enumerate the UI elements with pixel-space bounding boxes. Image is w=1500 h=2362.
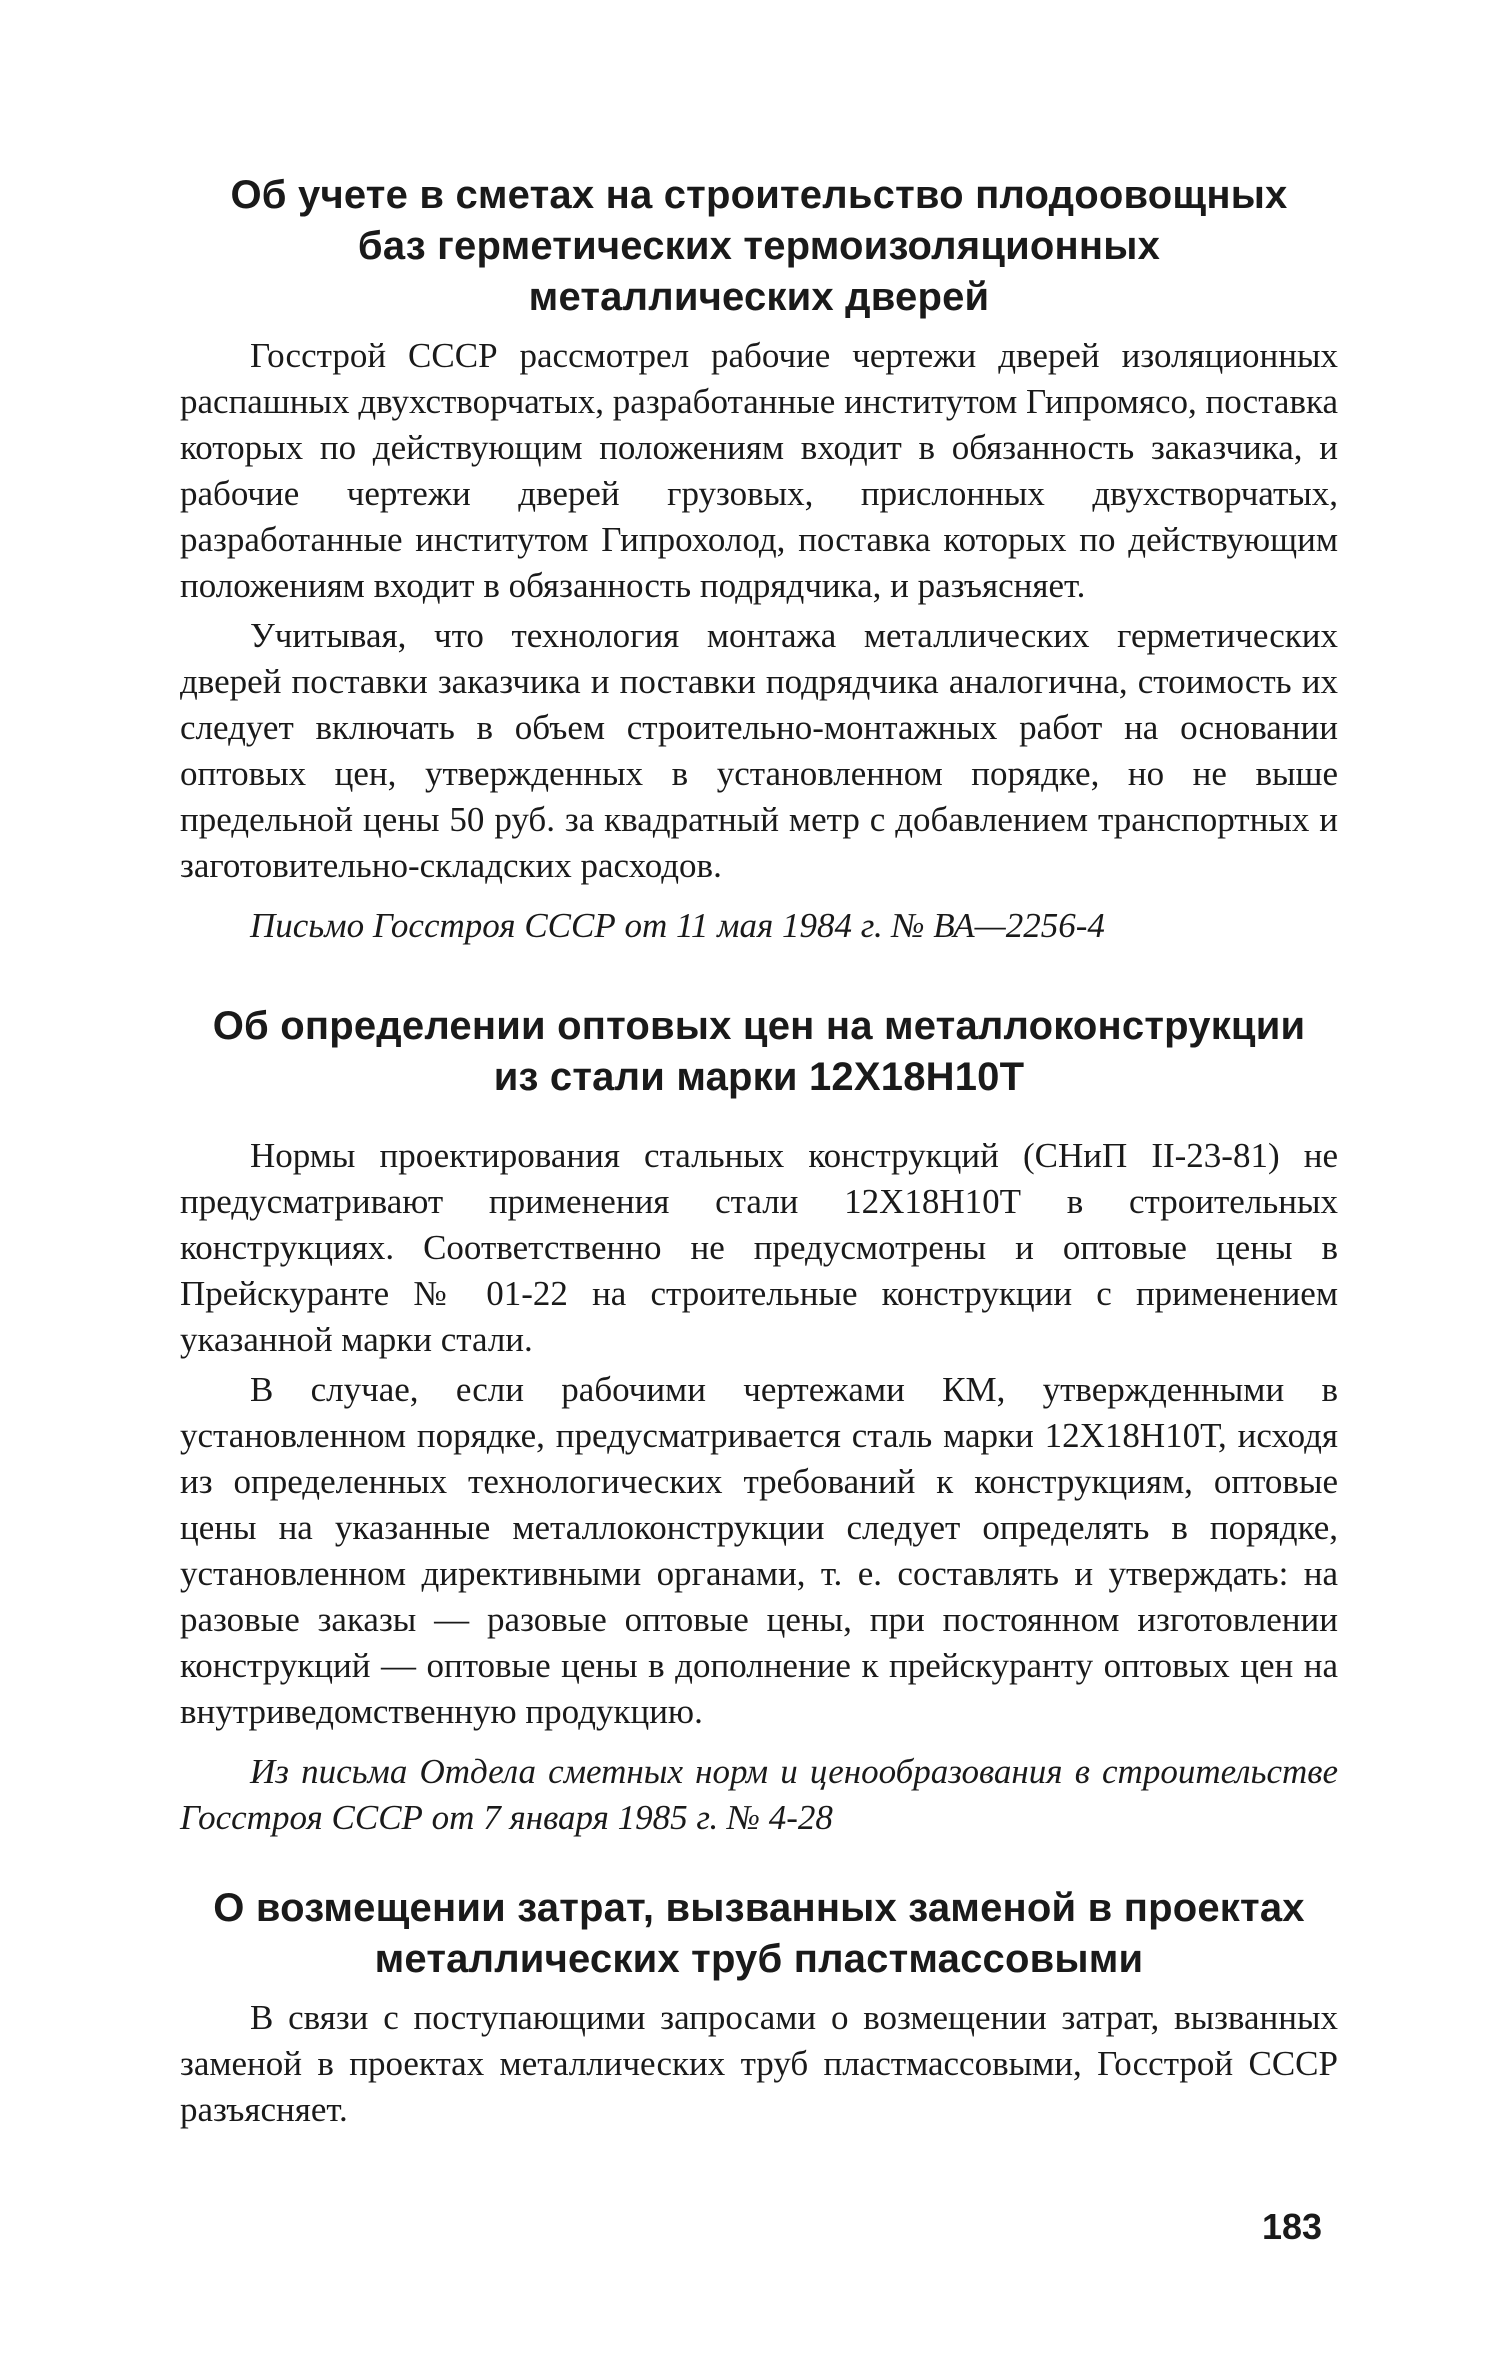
body-paragraph: В связи с поступающими запросами о возмещении затрат, вызванных заменой в проектах металлических труб пластмассовыми, Госстрой СССР разъясняет.	[180, 1998, 1338, 2129]
body-paragraph: В случае, если рабочими чертежами КМ, утвержденными в установленном порядке, предусматривается сталь марки 12Х18Н10Т, исходя из определенных технологических требований к конструкциям, оптовые цены на указанные металлоконструкции следует определять в порядке, установленном директивными органами, т. е. составлять и утверждать: на разовые заказы — разовые оптовые цены, при постоянном изготовлении конструкций — оптовые цены в дополнение к прейскуранту оптовых цен на внутриведомственную продукцию.	[180, 1370, 1338, 1731]
source-citation: Из письма Отдела сметных норм и ценообразования в строительстве Госстроя СССР от 7 января 1985 г. № 4-28	[180, 1752, 1338, 1837]
document-page	[180, 170, 1338, 2133]
section-title: Об определении оптовых цен на металлоконструкции из стали марки 12Х18Н10Т	[212, 1004, 1306, 1099]
section-steel-prices	[180, 1001, 1338, 1841]
section-title: О возмещении затрат, вызванных заменой в проектах металлических труб пластмассовыми	[213, 1886, 1305, 1981]
page-number: 183	[1262, 2206, 1323, 2247]
body-paragraph: Учитывая, что технология монтажа металлических герметических дверей поставки заказчика и поставки подрядчика аналогична, стоимость их следует включать в объем строительно-монтажных работ на основании оптовых цен, утвержденных в установленном порядке, но не выше предельной цены 50 руб. за квадратный метр с добавлением транспортных и заготовительно-складских расходов.	[180, 616, 1338, 885]
section-title: Об учете в сметах на строительство плодоовощных баз герметических термоизоляционных металлических дверей	[230, 173, 1288, 319]
body-paragraph: Госстрой СССР рассмотрел рабочие чертежи дверей изоляционных распашных двухстворчатых, разработанные институтом Гипромясо, поставка которых по действующим положениям входит в обязанность заказчика, и рабочие чертежи дверей грузовых, прислонных двухстворчатых, разработанные институтом Гипрохолод, поставка которых по действующим положениям входит в обязанность подрядчика, и разъясняет.	[180, 336, 1338, 605]
body-paragraph: Нормы проектирования стальных конструкций (СНиП II-23-81) не предусматривают применения стали 12Х18Н10Т в строительных конструкциях. Соответственно не предусмотрены и оптовые цены в Прейскуранте № 01-22 на строительные конструкции с применением указанной марки стали.	[180, 1136, 1338, 1359]
section-doors	[180, 170, 1338, 949]
source-citation: Письмо Госстроя СССР от 11 мая 1984 г. № ВА—2256-4	[250, 906, 1105, 945]
section-pipe-replacement	[180, 1883, 1338, 2133]
